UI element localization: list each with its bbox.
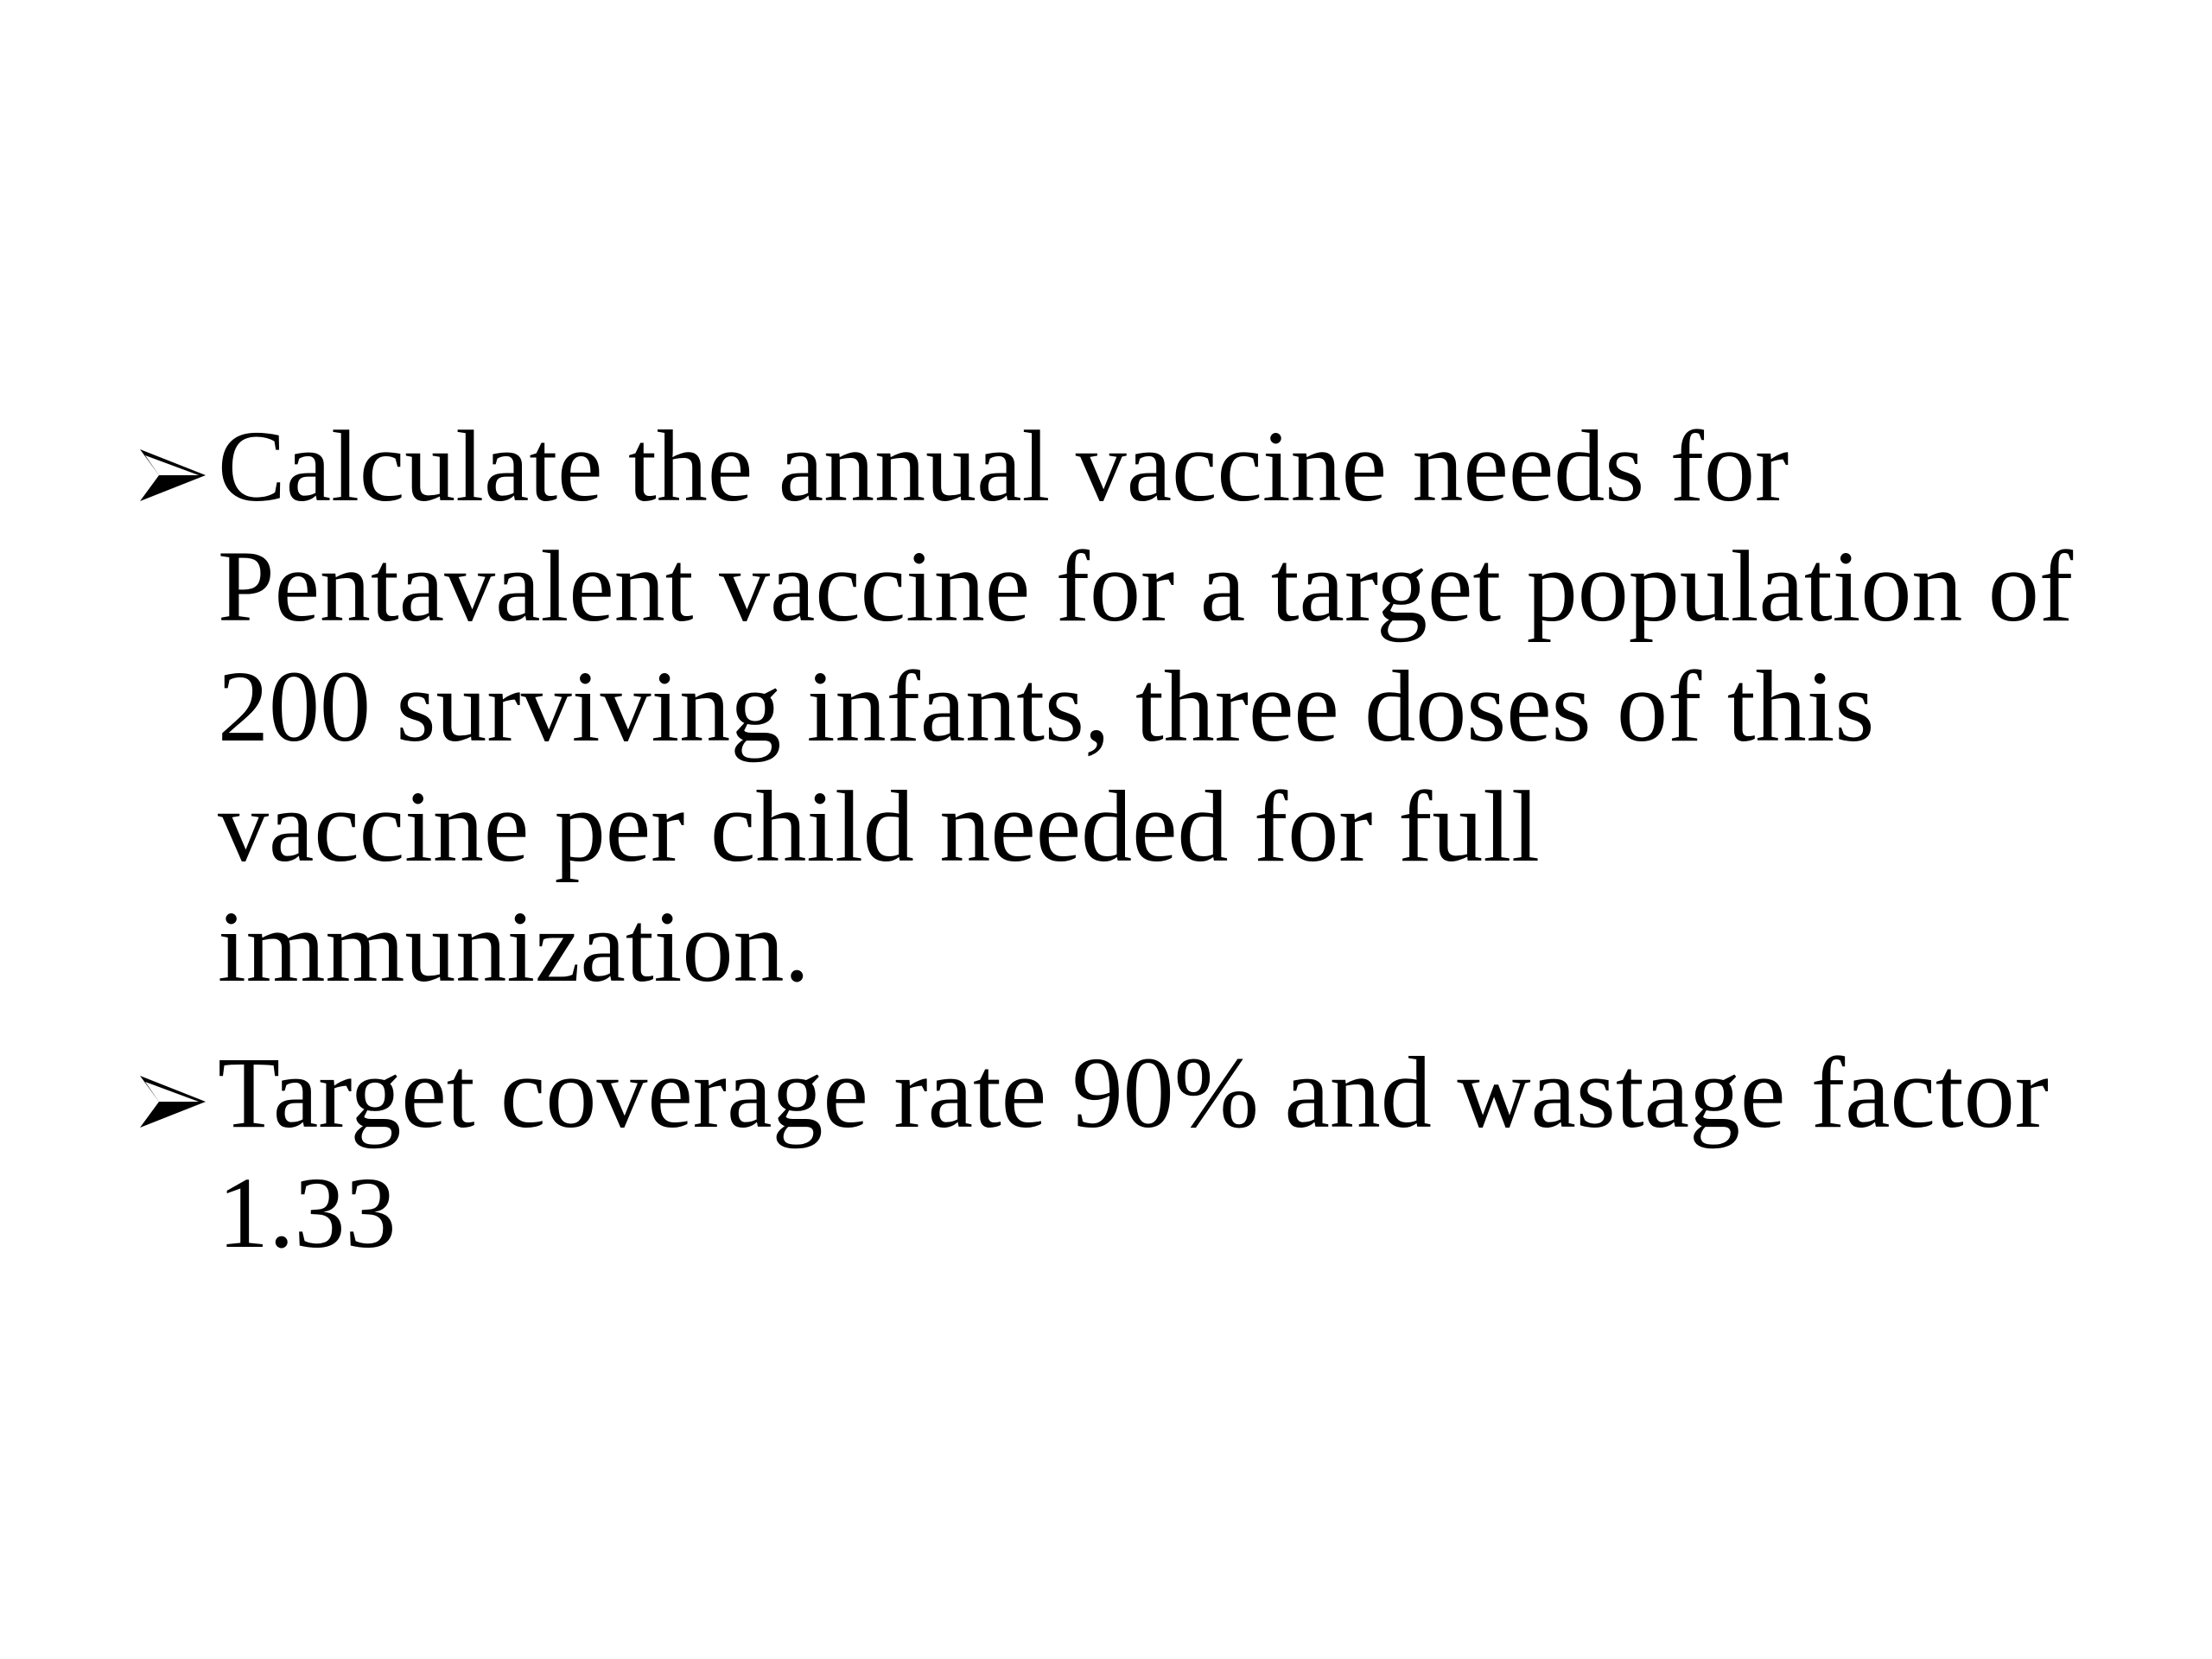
arrowhead-bullet-icon: [138, 1074, 207, 1129]
bullet-item: [138, 406, 2126, 1007]
bullet-line: Pentavalent vaccine for a target population of: [218, 530, 2074, 643]
bullet-line: vaccine per child needed for full: [218, 770, 1540, 883]
bullet-list: [138, 406, 2126, 1299]
bullet-line: 200 surviving infants, three doses of this: [218, 650, 1875, 763]
arrowhead-bullet-icon: [138, 448, 207, 503]
bullet-text: [218, 406, 2126, 1007]
bullet-item: [138, 1033, 2126, 1273]
bullet-line: immunization.: [218, 890, 810, 1003]
bullet-line: 1.33: [218, 1156, 397, 1269]
bullet-text: [218, 1033, 2126, 1273]
bullet-line: Target coverage rate 90% and wastage factor: [218, 1036, 2049, 1149]
bullet-line: Calculate the annual vaccine needs for: [218, 410, 1789, 523]
